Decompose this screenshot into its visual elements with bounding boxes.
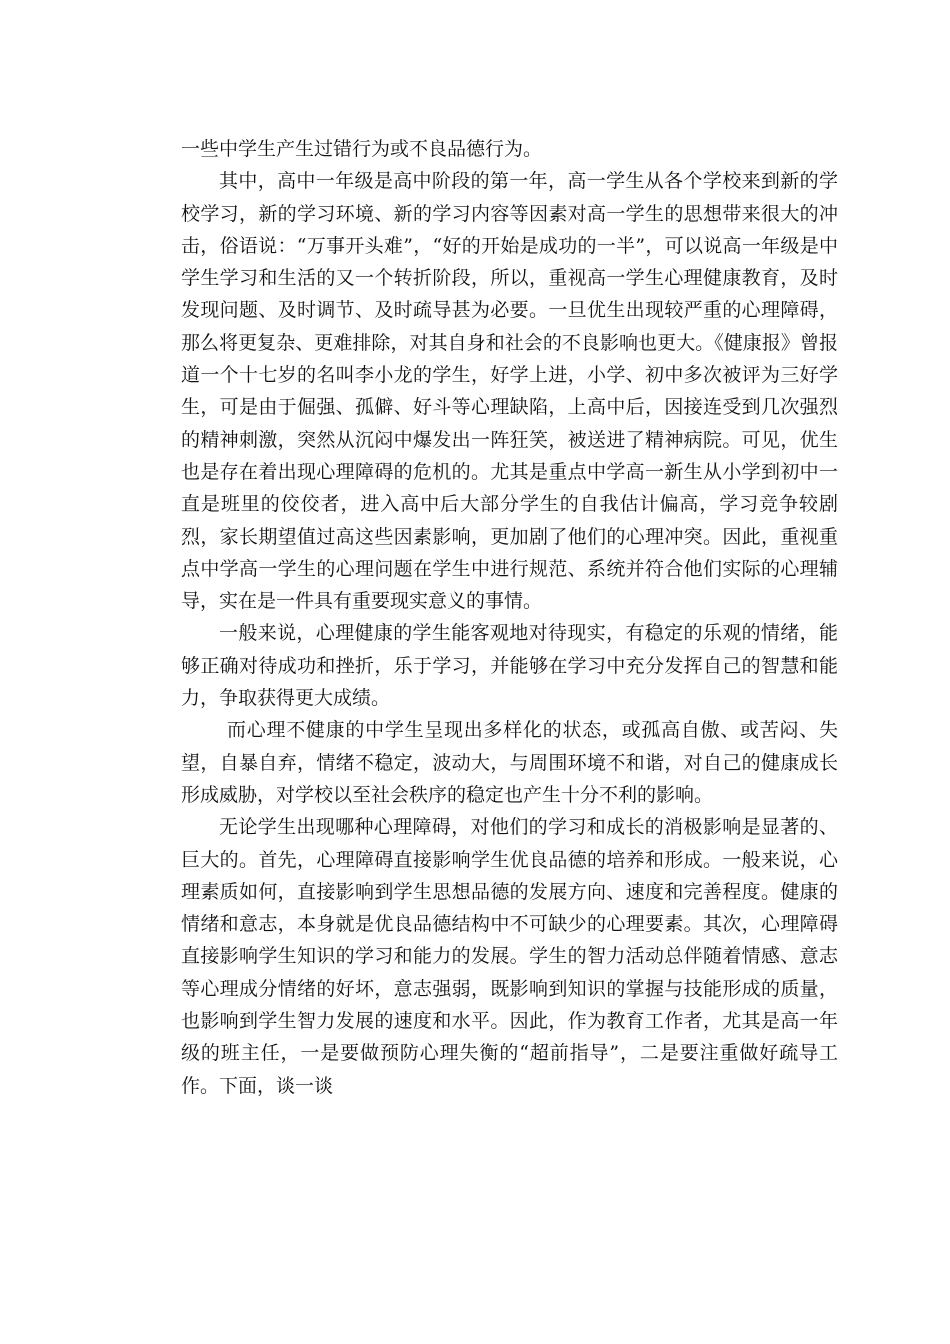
paragraph-unhealthy-students: 而心理不健康的中学生呈现出多样化的状态，或孤高自傲、或苦闷、失望，自暴自弃，情绪不稳定，波动大，与周围环境不和谐，对自己的健康成长形成威胁，对学校以至社会秩序的稳定也产生十分不利的影响。 [181,719,838,806]
document-body [181,133,838,1102]
paragraph-healthy-students: 一般来说，心理健康的学生能客观地对待现实，有稳定的乐观的情绪，能够正确对待成功和挫折，乐于学习，并能够在学习中充分发挥自己的智慧和能力，争取获得更大成绩。 [181,622,838,710]
paragraph-continuation: 一些中学生产生过错行为或不良品德行为。 [181,138,543,160]
paragraph-negative-impact: 无论学生出现哪种心理障碍，对他们的学习和成长的消极影响是显著的、巨大的。首先，心理障碍直接影响学生优良品德的培养和形成。一般来说，心理素质如何，直接影响到学生思想品德的发展方向、速度和完善程度。健康的情绪和意志，本身就是优良品德结构中不可缺少的心理要素。其次，心理障碍直接影响学生知识的学习和能力的发展。学生的智力活动总伴随着情感、意志等心理成分情绪的好坏，意志强弱，既影响到知识的掌握与技能形成的质量，也影响到学生智力发展的速度和水平。因此，作为教育工作者，尤其是高一年级的班主任，一是要做预防心理失衡的“超前指导”，二是要注重做好疏导工作。下面，谈一谈 [181,816,838,1097]
paragraph-grade-one-transition: 其中，高中一年级是高中阶段的第一年，高一学生从各个学校来到新的学校学习，新的学习环境、新的学习内容等因素对高一学生的思想带来很大的冲击，俗语说：“万事开头难”，“好的开始是成功的一半”，可以说高一年级是中学生学习和生活的又一个转折阶段，所以，重视高一学生心理健康教育，及时发现问题、及时调节、及时疏导甚为必要。一旦优生出现较严重的心理障碍，那么将更复杂、更难排除，对其自身和社会的不良影响也更大。《健康报》曾报道一个十七岁的名叫李小龙的学生，好学上进，小学、初中多次被评为三好学生，可是由于倔强、孤僻、好斗等心理缺陷，上高中后，因接连受到几次强烈的精神刺激，突然从沉闷中爆发出一阵狂笑，被送进了精神病院。可见，优生也是存在着出现心理障碍的危机的。尤其是重点中学高一新生从小学到初中一直是班里的佼佼者，进入高中后大部分学生的自我估计偏高，学习竞争较剧烈，家长期望值过高这些因素影响，更加剧了他们的心理冲突。因此，重视重点中学高一学生的心理问题在学生中进行规范、系统并符合他们实际的心理辅导，实在是一件具有重要现实意义的事情。 [181,170,838,613]
